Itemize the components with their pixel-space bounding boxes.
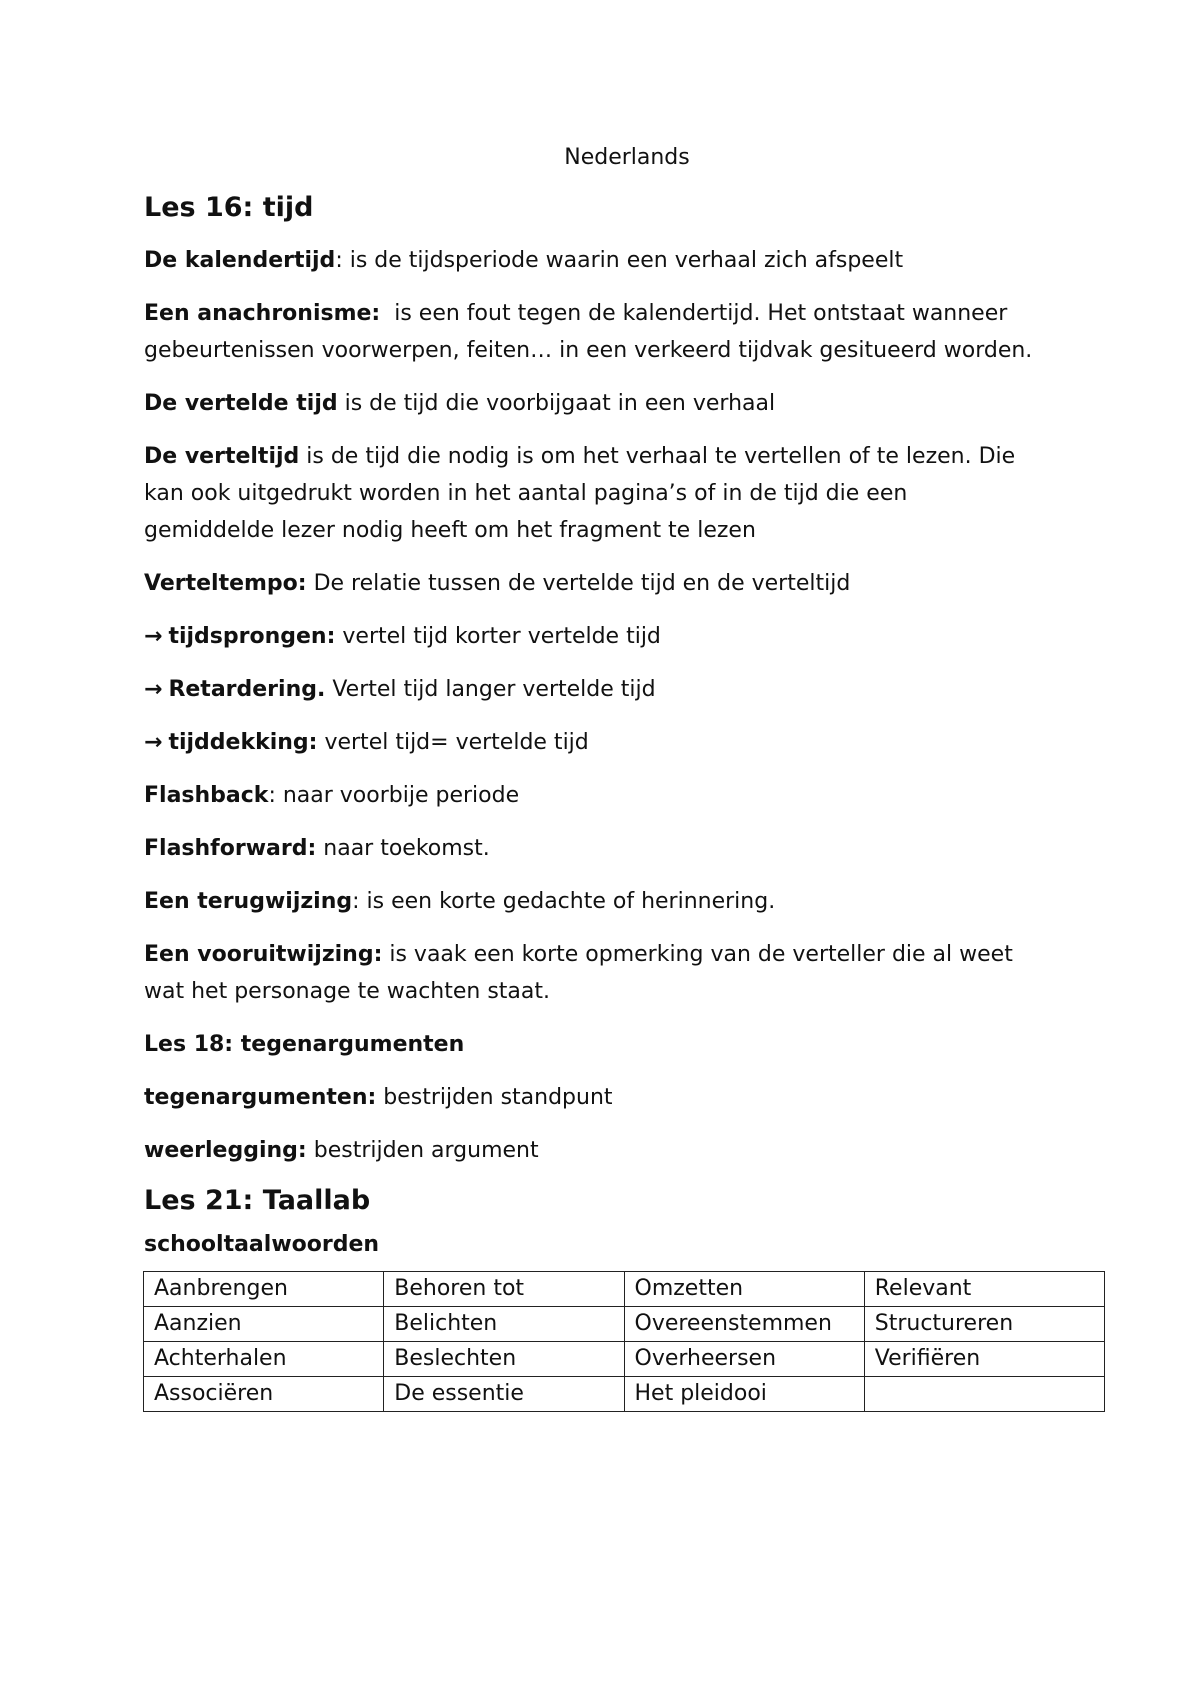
section-heading-les16: Les 16: tijd: [144, 192, 314, 223]
definition-text: vertel tijd korter vertelde tijd: [335, 624, 661, 650]
table-cell: Aanzien: [144, 1306, 384, 1341]
term: weerlegging:: [144, 1138, 307, 1164]
term: De kalendertijd: [144, 248, 336, 274]
table-cell: Het pleidooi: [624, 1376, 864, 1411]
document-title: Nederlands: [564, 145, 690, 170]
arrow-item-tijdsprongen: [144, 618, 1044, 655]
term: Verteltempo:: [144, 571, 307, 597]
definition-flashback: [144, 777, 1044, 814]
table-cell: Beslechten: [384, 1341, 624, 1376]
table-cell: De essentie: [384, 1376, 624, 1411]
table-row: [144, 1271, 1105, 1306]
term: tegenargumenten:: [144, 1085, 377, 1111]
definition-flashforward: [144, 830, 1044, 867]
term: De vertelde tijd: [144, 391, 338, 417]
definition-vertelde-tijd: [144, 385, 1044, 422]
definition-kalendertijd: [144, 242, 1044, 279]
definition-text: : is een korte gedachte of herinnering.: [352, 889, 776, 915]
definition-text: bestrijden standpunt: [376, 1085, 613, 1111]
term: Flashforward:: [144, 836, 317, 862]
table-cell: Verifiëren: [864, 1341, 1104, 1376]
subheading-schooltaalwoorden: schooltaalwoorden: [144, 1231, 380, 1257]
arrow-item-retardering: [144, 671, 1044, 708]
table-cell: Behoren tot: [384, 1271, 624, 1306]
section-heading-les21: Les 21: Taallab: [144, 1185, 371, 1217]
heading-text: Les 18: tegenargumenten: [144, 1032, 465, 1058]
definition-text: : is de tijdsperiode waarin een verhaal zich afspeelt: [335, 248, 904, 274]
table-cell: Aanbrengen: [144, 1271, 384, 1306]
term: De verteltijd: [144, 444, 300, 470]
term: Retardering.: [168, 677, 326, 703]
table-row: [144, 1376, 1105, 1411]
definition-text: is de tijd die voorbijgaat in een verhaal: [337, 391, 776, 417]
term: Een terugwijzing: [144, 889, 353, 915]
definition-text: Vertel tijd langer vertelde tijd: [325, 677, 656, 703]
term: tijddekking:: [168, 730, 318, 756]
table-cell: Omzetten: [624, 1271, 864, 1306]
definition-text: naar toekomst.: [316, 836, 490, 862]
table-cell: Structureren: [864, 1306, 1104, 1341]
arrow-right-icon: →: [144, 730, 163, 756]
term: tijdsprongen:: [168, 624, 336, 650]
definition-text: bestrijden argument: [306, 1138, 539, 1164]
arrow-item-tijddekking: [144, 724, 1044, 761]
table-cell: Belichten: [384, 1306, 624, 1341]
definition-vooruitwijzing: [144, 936, 1044, 1010]
definition-verteltijd: [144, 438, 1044, 549]
table-cell: Achterhalen: [144, 1341, 384, 1376]
definition-text: De relatie tussen de vertelde tijd en de verteltijd: [306, 571, 851, 597]
definition-terugwijzing: [144, 883, 1044, 920]
definition-weerlegging: [144, 1132, 1044, 1169]
section-heading-les18: [144, 1026, 1044, 1063]
word-table: [143, 1271, 1105, 1412]
definition-text: vertel tijd= vertelde tijd: [317, 730, 589, 756]
term: Flashback: [144, 783, 269, 809]
table-cell: Overeenstemmen: [624, 1306, 864, 1341]
definition-text: is vaak een korte opmerking van de verteller die al weet wat het personage te wachten staat.: [144, 942, 1020, 1005]
definition-verteltempo: [144, 565, 1044, 602]
table-row: [144, 1341, 1105, 1376]
term: Een vooruitwijzing:: [144, 942, 383, 968]
definition-anachronisme: [144, 295, 1044, 369]
table-cell: Relevant: [864, 1271, 1104, 1306]
table-row: [144, 1306, 1105, 1341]
arrow-right-icon: →: [144, 677, 163, 703]
definition-text: : naar voorbije periode: [268, 783, 520, 809]
table-cell: Overheersen: [624, 1341, 864, 1376]
definition-tegenargumenten: [144, 1079, 1044, 1116]
table-cell: [864, 1376, 1104, 1411]
table-cell: Associëren: [144, 1376, 384, 1411]
arrow-right-icon: →: [144, 624, 163, 650]
definition-text: is een fout tegen de kalendertijd. Het ontstaat wanneer gebeurtenissen voorwerpen, feiten… in een verkeerd tijdvak gesitueerd worden.: [144, 301, 1033, 364]
term: Een anachronisme:: [144, 301, 381, 327]
definition-text: is de tijd die nodig is om het verhaal te vertellen of te lezen. Die kan ook uitgedrukt worden in het aantal pagina’s of in de tijd die een gemiddelde lezer nodig heeft om het fragment te lezen: [144, 444, 1023, 544]
